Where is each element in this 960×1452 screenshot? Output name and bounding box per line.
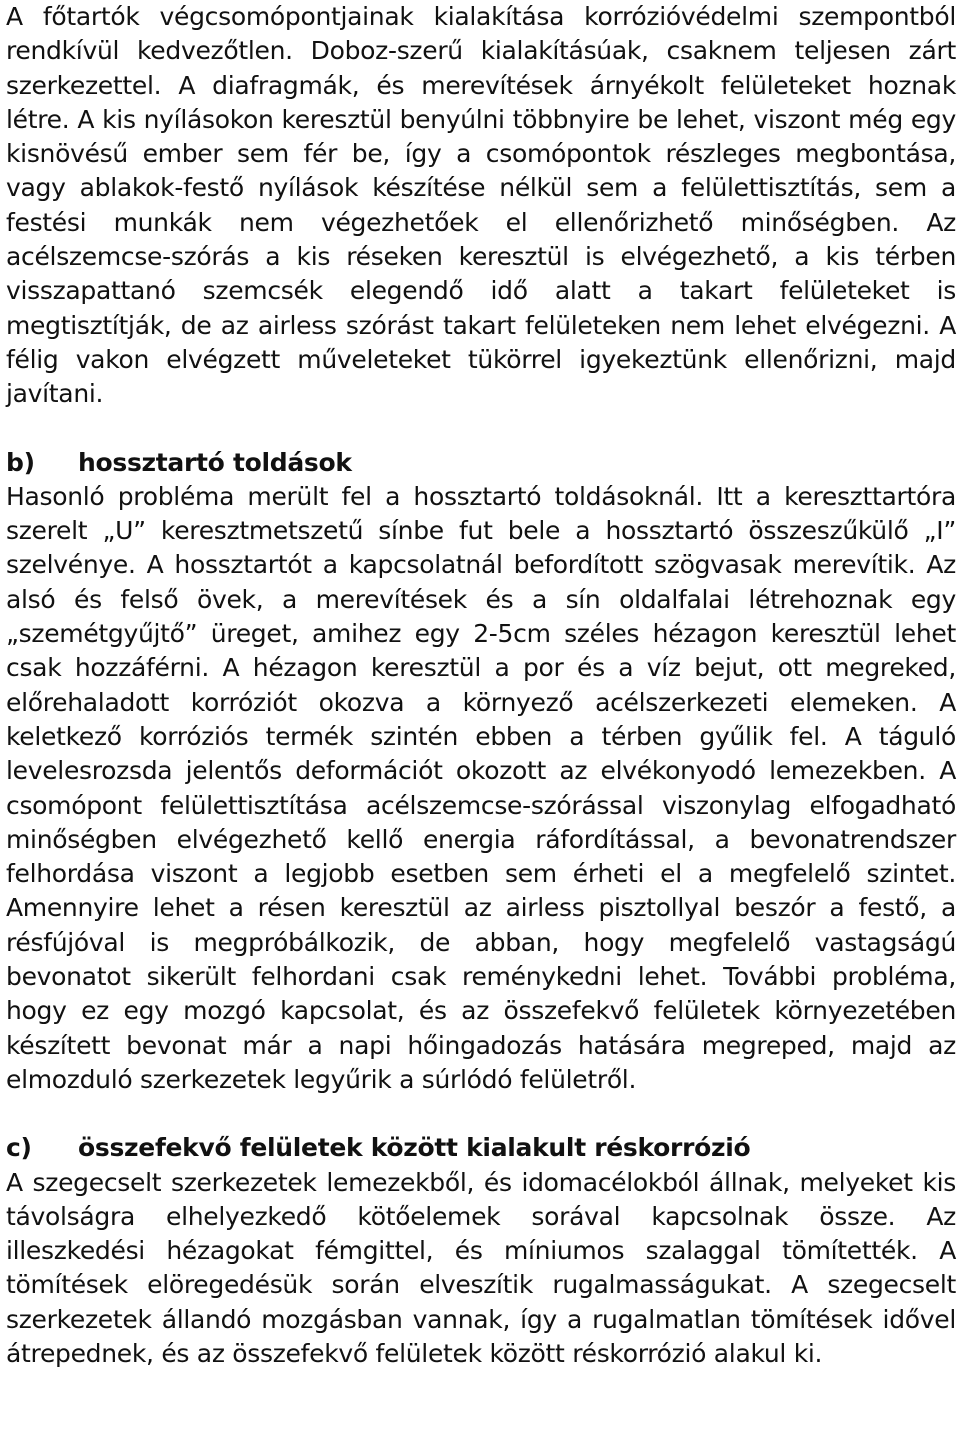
document-page bbox=[6, 0, 956, 1371]
section-c-heading bbox=[6, 1131, 956, 1165]
section-c-marker: c) bbox=[6, 1133, 32, 1163]
section-c-title: összefekvő felületek között kialakult réskorrózió bbox=[78, 1133, 751, 1163]
section-c-paragraph: A szegecselt szerkezetek lemezekből, és idomacélokból állnak, melyeket kis távolságra elhelyezkedő kötőelemek sorával kapcsolnak össze. Az illeszkedési hézagokat fémgittel, és míniumos szalaggal tömítették. A tömítések elöregedésük során elveszítik rugalmasságukat. A szegecselt szerkezetek állandó mozgásban vannak, így a rugalmatlan tömítések idővel átrepednek, és az összefekvő felületek között réskorrózió alakul ki. bbox=[6, 1167, 956, 1368]
section-b-marker: b) bbox=[6, 447, 35, 477]
intro-paragraph: A főtartók végcsomópontjainak kialakítása korrózióvédelmi szempontból rendkívül kedvezőtlen. Doboz-szerű kialakításúak, csaknem teljesen zárt szerkezettel. A diafragmák, és merevítések árnyékolt felületeket hoznak létre. A kis nyílásokon keresztül benyúlni többnyire be lehet, viszont még egy kisnövésű ember sem fér be, így a csomópontok részleges megbontása, vagy ablakok-festő nyílások készítése nélkül sem a felülettisztítás, sem a festési munkák nem végezhetőek el ellenőrizhető minőségben. Az acélszemcse-szórás a kis réseken keresztül is elvégezhető, a kis térben visszapattanó szemcsék elegendő idő alatt a takart felületeket is megtisztítják, de az airless szórást takart felületeken nem lehet elvégezni. A félig vakon elvégzett műveleteket tükörrel igyekeztünk ellenőrizni, majd javítani. bbox=[6, 2, 956, 409]
section-b-title: hossztartó toldások bbox=[78, 447, 352, 477]
section-spacer bbox=[6, 412, 956, 446]
section-b-paragraph: Hasonló probléma merült fel a hossztartó toldásoknál. Itt a kereszttartóra szerelt „U” keresztmetszetű sínbe fut bele a hossztartó összeszűkülő „I” szelvénye. A hossztartót a kapcsolatnál befordított szögvasak merevítik. Az alsó és felső övek, a merevítések és a sín oldalfalai létrehoznak egy „szemétgyűjtő” üreget, amihez egy 2-5cm széles hézagon keresztül lehet csak hozzáférni. A hézagon keresztül a por és a víz bejut, ott megreked, előrehaladott korróziót okozva a környező acélszerkezeti elemeken. A keletkező korróziós termék szintén ebben a térben gyűlik fel. A táguló levelesrozsda jelentős deformációt okozott az elvékonyodó lemezekben. A csomópont felülettisztítása acélszemcse-szórással viszonylag elfogadható minőségben elvégezhető kellő energia ráfordítással, a bevonatrendszer felhordása viszont a legjobb esetben sem érheti el a megfelelő szintet. Amennyire lehet a résen keresztül az airless pisztollyal beszór a festő, a résfújóval is megpróbálkozik, de abban, hogy megfelelő vastagságú bevonatot sikerült felhordani csak reménykedni lehet. További probléma, hogy ez egy mozgó kapcsolat, és az összefekvő felületek környezetében készített bevonat már a napi hőingadozás hatására megreped, majd az elmozduló szerkezetek legyűrik a súrlódó felületről. bbox=[6, 481, 956, 1094]
section-spacer bbox=[6, 1097, 956, 1131]
section-b-heading bbox=[6, 446, 956, 480]
